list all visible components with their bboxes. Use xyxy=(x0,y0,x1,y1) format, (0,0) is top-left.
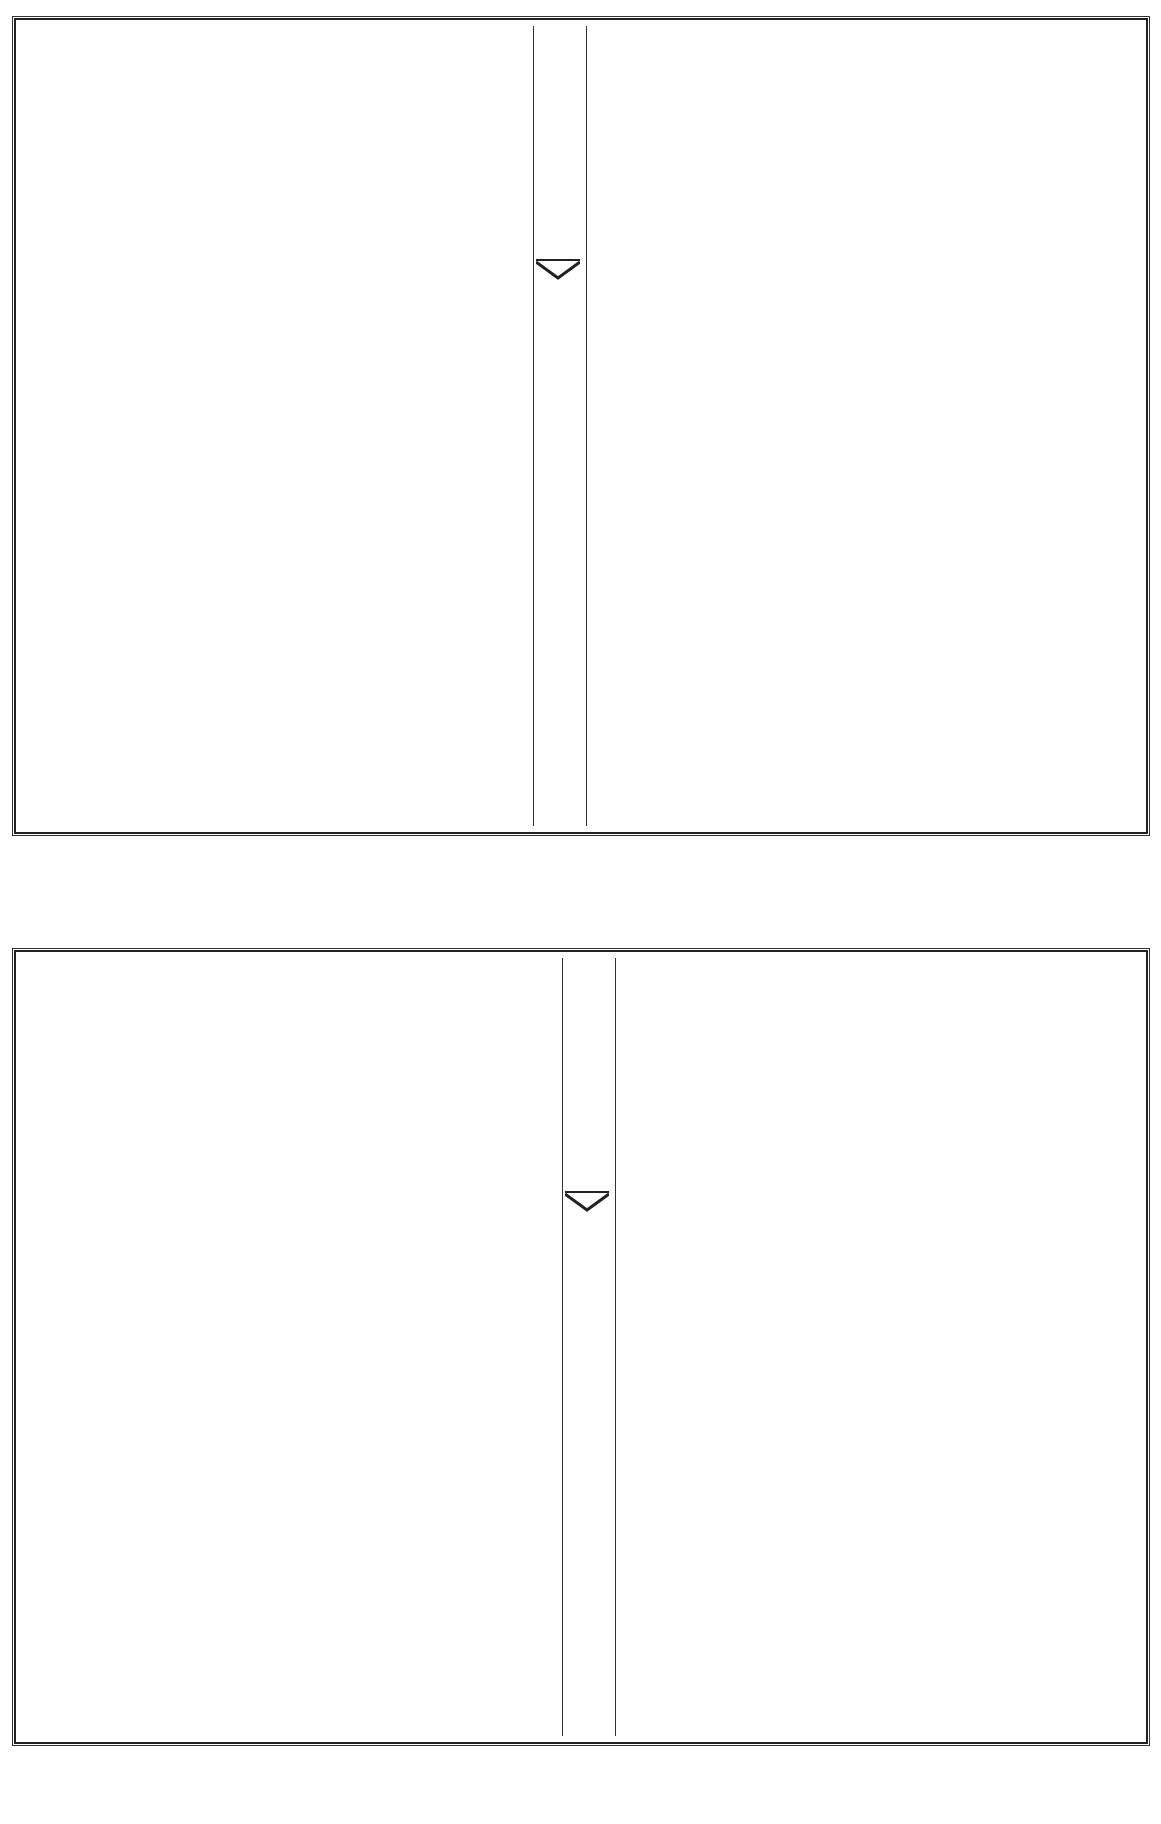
fishtail-mark xyxy=(565,1190,609,1220)
center-column xyxy=(562,958,616,1736)
bottom-page xyxy=(14,950,1148,1744)
top-page xyxy=(14,18,1148,834)
center-column xyxy=(533,26,587,826)
fishtail-mark xyxy=(536,258,580,288)
